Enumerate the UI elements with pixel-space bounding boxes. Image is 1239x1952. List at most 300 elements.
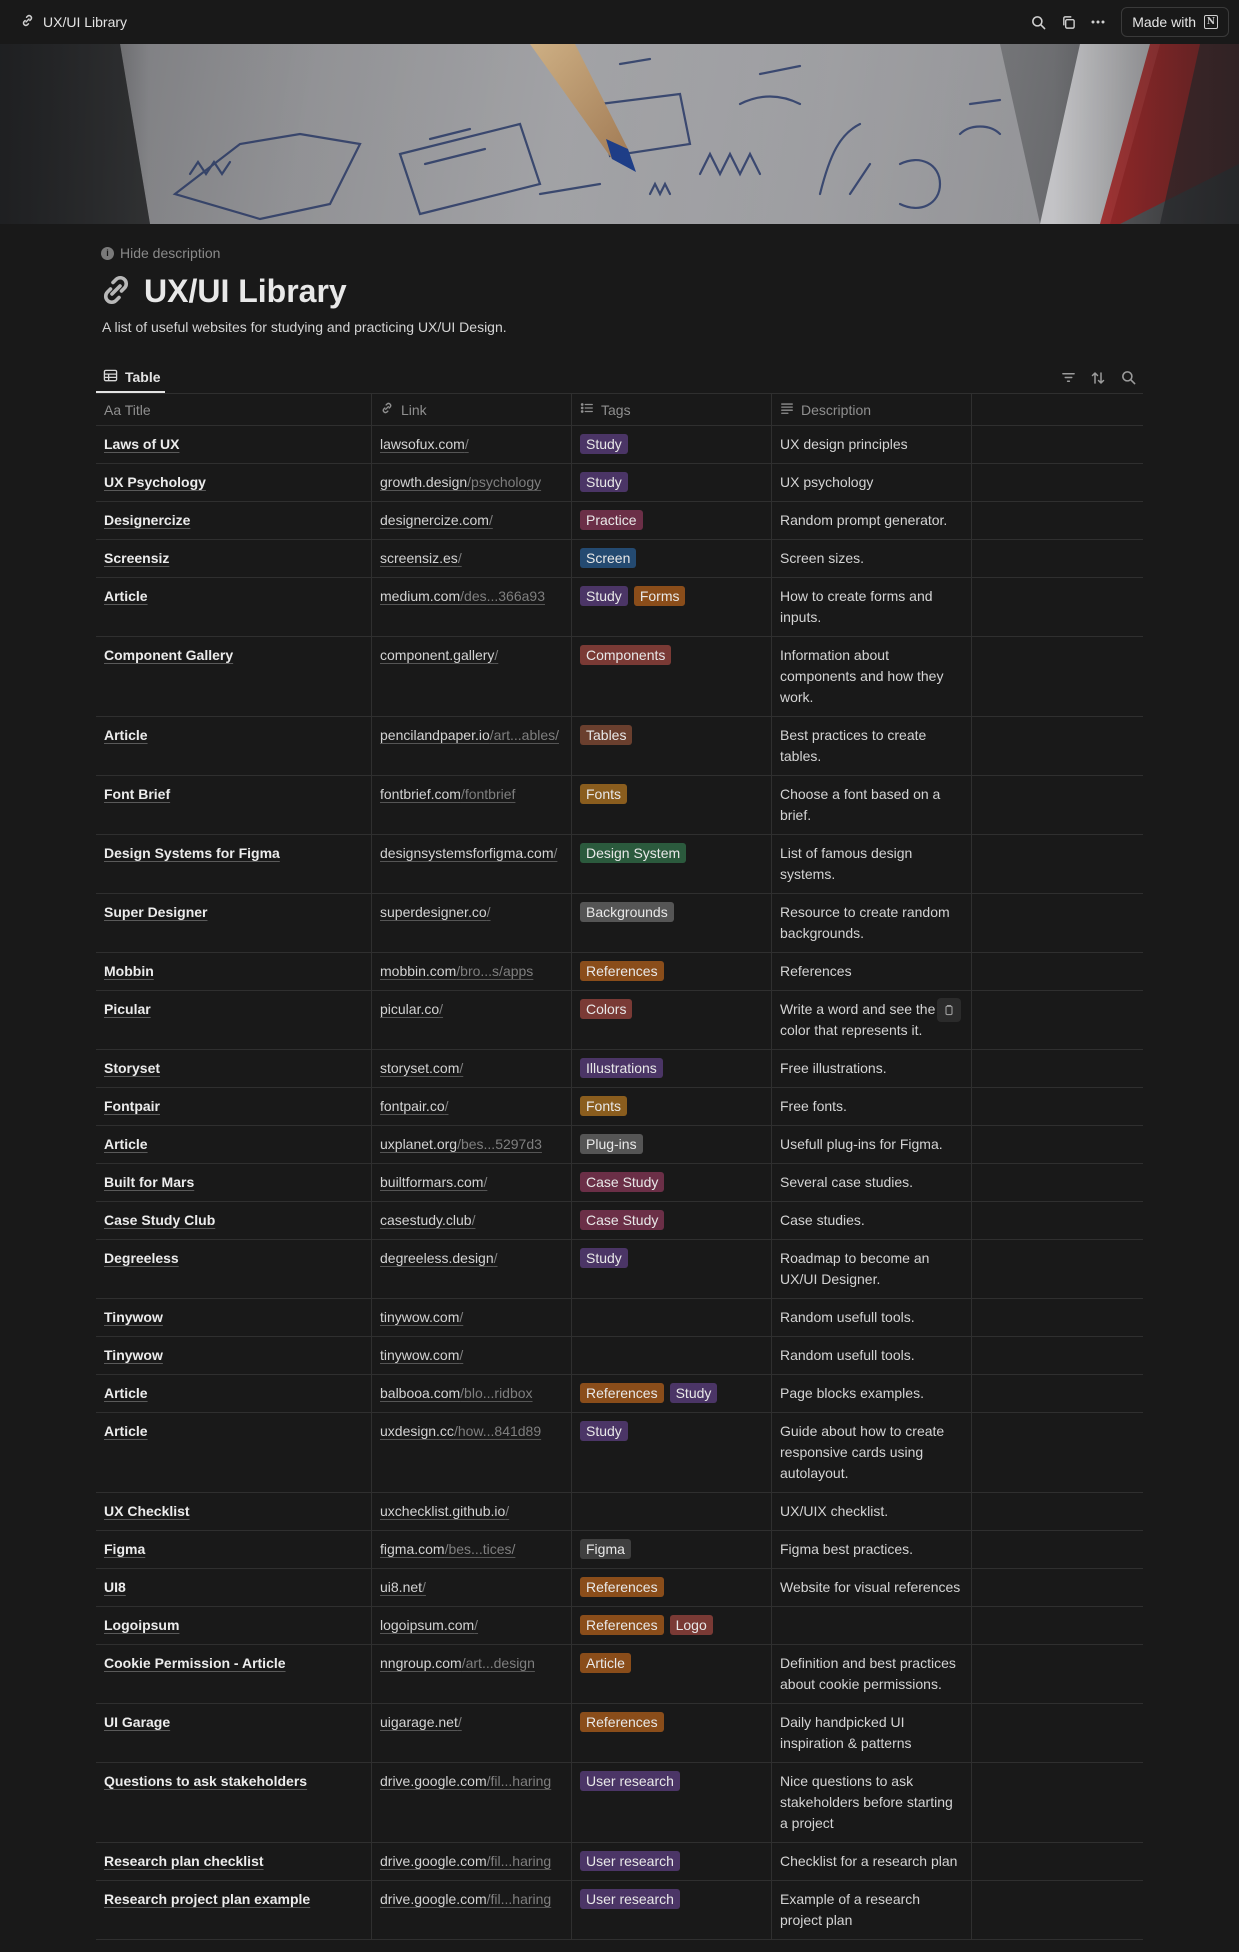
cell-link[interactable] bbox=[372, 1088, 572, 1125]
row-title[interactable]: Case Study Club bbox=[104, 1212, 216, 1228]
cell-tags[interactable] bbox=[572, 1607, 772, 1644]
tag-badge[interactable]: Fonts bbox=[580, 1096, 627, 1116]
cell-link[interactable] bbox=[372, 1202, 572, 1239]
cell-empty bbox=[972, 1569, 1143, 1606]
cell-tags[interactable] bbox=[572, 1088, 772, 1125]
tag-badge[interactable]: Figma bbox=[580, 1539, 631, 1559]
link-domain: drive.google.com bbox=[380, 1891, 487, 1907]
table-row[interactable] bbox=[96, 426, 1143, 464]
tag-list bbox=[580, 1539, 763, 1559]
table-row[interactable] bbox=[96, 1704, 1143, 1763]
cell-description[interactable] bbox=[772, 1704, 972, 1762]
row-link[interactable] bbox=[380, 961, 563, 982]
cell-title[interactable] bbox=[96, 835, 372, 893]
cell-description[interactable] bbox=[772, 540, 972, 577]
row-link[interactable] bbox=[380, 1134, 563, 1155]
made-with-button[interactable] bbox=[1121, 7, 1229, 37]
column-header-description[interactable] bbox=[772, 394, 972, 425]
cell-tags[interactable] bbox=[572, 1569, 772, 1606]
cell-link[interactable] bbox=[372, 1240, 572, 1298]
row-description: Random prompt generator. bbox=[780, 512, 948, 528]
link-domain: degreeless.design bbox=[380, 1250, 494, 1266]
cell-empty bbox=[972, 426, 1143, 463]
row-link[interactable] bbox=[380, 510, 563, 531]
cell-title[interactable] bbox=[96, 1299, 372, 1336]
cell-description[interactable] bbox=[772, 835, 972, 893]
table-row[interactable] bbox=[96, 637, 1143, 717]
cell-title[interactable] bbox=[96, 426, 372, 463]
tag-badge[interactable]: Colors bbox=[580, 999, 632, 1019]
copy-icon[interactable] bbox=[937, 998, 961, 1022]
more-icon[interactable] bbox=[1083, 7, 1113, 37]
tag-badge[interactable]: Design System bbox=[580, 843, 686, 863]
row-link[interactable] bbox=[380, 902, 563, 923]
column-header-tags[interactable] bbox=[572, 394, 772, 425]
row-link[interactable] bbox=[380, 1383, 563, 1404]
table-row[interactable] bbox=[96, 776, 1143, 835]
tag-list bbox=[580, 1096, 763, 1116]
tag-badge[interactable]: References bbox=[580, 1712, 664, 1732]
row-description: Daily handpicked UI inspiration & patterns bbox=[780, 1714, 912, 1751]
cell-description[interactable] bbox=[772, 1088, 972, 1125]
row-link[interactable] bbox=[380, 434, 563, 455]
tag-badge[interactable]: Logo bbox=[670, 1615, 713, 1635]
row-link[interactable] bbox=[380, 1851, 563, 1872]
row-link[interactable] bbox=[380, 586, 563, 607]
cell-title[interactable] bbox=[96, 953, 372, 990]
cell-tags[interactable] bbox=[572, 894, 772, 952]
cell-title[interactable] bbox=[96, 1050, 372, 1087]
cell-title[interactable] bbox=[96, 578, 372, 636]
link-domain: uxchecklist.github.io bbox=[380, 1503, 506, 1519]
row-title[interactable]: Logoipsum bbox=[104, 1617, 180, 1633]
row-link[interactable] bbox=[380, 1501, 563, 1522]
table-row[interactable] bbox=[96, 1088, 1143, 1126]
cell-link[interactable] bbox=[372, 1413, 572, 1492]
cell-title[interactable] bbox=[96, 717, 372, 775]
row-title[interactable]: Screensiz bbox=[104, 550, 170, 566]
cell-tags[interactable] bbox=[572, 953, 772, 990]
tag-badge[interactable]: Article bbox=[580, 1653, 631, 1673]
cell-link[interactable] bbox=[372, 1299, 572, 1336]
cell-tags[interactable] bbox=[572, 776, 772, 834]
cell-link[interactable] bbox=[372, 776, 572, 834]
cell-description[interactable] bbox=[772, 894, 972, 952]
table-row[interactable] bbox=[96, 502, 1143, 540]
tag-badge[interactable]: Screen bbox=[580, 548, 636, 568]
cell-title[interactable] bbox=[96, 637, 372, 716]
cell-empty bbox=[972, 953, 1143, 990]
cell-tags[interactable] bbox=[572, 991, 772, 1049]
filter-icon[interactable] bbox=[1053, 363, 1083, 393]
cell-link[interactable] bbox=[372, 1645, 572, 1703]
cell-link[interactable] bbox=[372, 717, 572, 775]
row-link[interactable] bbox=[380, 1421, 563, 1442]
cell-empty bbox=[972, 1299, 1143, 1336]
row-link[interactable] bbox=[380, 1771, 563, 1792]
row-title[interactable]: Tinywow bbox=[104, 1309, 163, 1325]
row-description: Definition and best practices about cookie permissions. bbox=[780, 1655, 956, 1692]
cell-link[interactable] bbox=[372, 1763, 572, 1842]
row-link[interactable] bbox=[380, 548, 563, 569]
link-path: / bbox=[439, 1001, 444, 1017]
cell-tags[interactable] bbox=[572, 502, 772, 539]
link-path: / bbox=[488, 512, 493, 528]
row-title[interactable]: Research project plan example bbox=[104, 1891, 311, 1907]
tag-badge[interactable]: User research bbox=[580, 1851, 680, 1871]
cell-title[interactable] bbox=[96, 1843, 372, 1880]
cell-tags[interactable] bbox=[572, 464, 772, 501]
row-title[interactable]: Storyset bbox=[104, 1060, 161, 1076]
table-icon bbox=[103, 368, 118, 386]
cell-link[interactable] bbox=[372, 1607, 572, 1644]
cell-link[interactable] bbox=[372, 1337, 572, 1374]
row-title[interactable]: UI8 bbox=[104, 1579, 126, 1595]
tag-badge[interactable]: References bbox=[580, 961, 664, 981]
row-link[interactable] bbox=[380, 725, 563, 746]
table-row[interactable] bbox=[96, 1569, 1143, 1607]
row-title[interactable]: Article bbox=[104, 727, 148, 743]
link-path: / bbox=[457, 550, 462, 566]
row-link[interactable] bbox=[380, 1889, 563, 1910]
row-title[interactable]: Cookie Permission - Article bbox=[104, 1655, 286, 1671]
row-title[interactable]: Questions to ask stakeholders bbox=[104, 1773, 308, 1789]
cell-tags[interactable] bbox=[572, 1763, 772, 1842]
table-row[interactable] bbox=[96, 1645, 1143, 1704]
cell-title[interactable] bbox=[96, 540, 372, 577]
row-link[interactable] bbox=[380, 1712, 563, 1733]
table-row[interactable] bbox=[96, 1375, 1143, 1413]
cell-link[interactable] bbox=[372, 1881, 572, 1939]
tag-list bbox=[580, 1712, 763, 1732]
cell-tags[interactable] bbox=[572, 1337, 772, 1374]
cell-link[interactable] bbox=[372, 1569, 572, 1606]
tag-badge[interactable]: Study bbox=[580, 434, 628, 454]
cell-link[interactable] bbox=[372, 426, 572, 463]
row-link[interactable] bbox=[380, 1172, 563, 1193]
cell-description[interactable] bbox=[772, 1202, 972, 1239]
table-row[interactable] bbox=[96, 1299, 1143, 1337]
tag-badge[interactable]: References bbox=[580, 1615, 664, 1635]
cell-title[interactable] bbox=[96, 1202, 372, 1239]
cell-description[interactable] bbox=[772, 1337, 972, 1374]
cell-title[interactable] bbox=[96, 1607, 372, 1644]
cell-tags[interactable] bbox=[572, 1493, 772, 1530]
tag-badge[interactable]: Study bbox=[580, 472, 628, 492]
tag-badge[interactable]: Study bbox=[580, 1248, 628, 1268]
cell-description[interactable] bbox=[772, 1126, 972, 1163]
cell-tags[interactable] bbox=[572, 1050, 772, 1087]
cell-tags[interactable] bbox=[572, 426, 772, 463]
row-title[interactable]: Article bbox=[104, 1385, 148, 1401]
cell-tags[interactable] bbox=[572, 1375, 772, 1412]
cell-title[interactable] bbox=[96, 1088, 372, 1125]
cell-link[interactable] bbox=[372, 1050, 572, 1087]
cell-empty bbox=[972, 1050, 1143, 1087]
link-domain: tinywow.com bbox=[380, 1309, 460, 1325]
tag-badge[interactable]: Components bbox=[580, 645, 671, 665]
cell-title[interactable] bbox=[96, 1531, 372, 1568]
row-link[interactable] bbox=[380, 472, 563, 493]
tag-badge[interactable]: Forms bbox=[634, 586, 686, 606]
tag-badge[interactable]: Study bbox=[580, 586, 628, 606]
cell-tags[interactable] bbox=[572, 1645, 772, 1703]
cell-description[interactable] bbox=[772, 1240, 972, 1298]
table-row[interactable] bbox=[96, 578, 1143, 637]
cell-description[interactable] bbox=[772, 1645, 972, 1703]
table-row[interactable] bbox=[96, 1413, 1143, 1493]
cell-link[interactable] bbox=[372, 953, 572, 990]
cell-empty bbox=[972, 1202, 1143, 1239]
link-path: /fil...haring bbox=[486, 1853, 552, 1869]
row-link[interactable] bbox=[380, 645, 563, 666]
row-link[interactable] bbox=[380, 1345, 563, 1366]
tab-table-view[interactable] bbox=[96, 362, 165, 393]
row-title[interactable]: Designercize bbox=[104, 512, 191, 528]
column-header-link[interactable] bbox=[372, 394, 572, 425]
cell-description[interactable] bbox=[772, 464, 972, 501]
cell-title[interactable] bbox=[96, 991, 372, 1049]
row-title[interactable]: Mobbin bbox=[104, 963, 154, 979]
search-icon[interactable] bbox=[1023, 7, 1053, 37]
tag-badge[interactable]: Study bbox=[580, 1421, 628, 1441]
tag-badge[interactable]: Case Study bbox=[580, 1172, 664, 1192]
cell-description[interactable] bbox=[772, 953, 972, 990]
row-description: Random usefull tools. bbox=[780, 1309, 915, 1325]
cell-tags[interactable] bbox=[572, 1881, 772, 1939]
row-link[interactable] bbox=[380, 784, 563, 805]
table-row[interactable] bbox=[96, 894, 1143, 953]
cell-description[interactable] bbox=[772, 1493, 972, 1530]
link-domain: medium.com bbox=[380, 588, 461, 604]
tag-badge[interactable]: Backgrounds bbox=[580, 902, 674, 922]
cell-description[interactable] bbox=[772, 717, 972, 775]
table-row[interactable] bbox=[96, 1202, 1143, 1240]
cell-link[interactable] bbox=[372, 540, 572, 577]
tag-list bbox=[580, 961, 763, 981]
table-row[interactable] bbox=[96, 1763, 1143, 1843]
cell-tags[interactable] bbox=[572, 637, 772, 716]
search-icon[interactable] bbox=[1113, 363, 1143, 393]
cell-empty bbox=[972, 1126, 1143, 1163]
table-row[interactable] bbox=[96, 835, 1143, 894]
cell-tags[interactable] bbox=[572, 1299, 772, 1336]
table-row[interactable] bbox=[96, 953, 1143, 991]
row-link[interactable] bbox=[380, 1615, 563, 1636]
cell-link[interactable] bbox=[372, 1164, 572, 1201]
sort-icon[interactable] bbox=[1083, 363, 1113, 393]
table-row[interactable] bbox=[96, 1531, 1143, 1569]
cell-link[interactable] bbox=[372, 502, 572, 539]
row-title[interactable]: Tinywow bbox=[104, 1347, 163, 1363]
row-title[interactable]: Article bbox=[104, 1423, 148, 1439]
cell-description[interactable] bbox=[772, 776, 972, 834]
row-title[interactable]: Built for Mars bbox=[104, 1174, 195, 1190]
row-title[interactable]: Super Designer bbox=[104, 904, 208, 920]
cell-tags[interactable] bbox=[572, 1413, 772, 1492]
cell-tags[interactable] bbox=[572, 1704, 772, 1762]
tag-list bbox=[580, 472, 763, 492]
cell-description[interactable] bbox=[772, 1843, 972, 1880]
cell-tags[interactable] bbox=[572, 717, 772, 775]
row-description: Free fonts. bbox=[780, 1098, 847, 1114]
cell-link[interactable] bbox=[372, 1126, 572, 1163]
cell-description[interactable] bbox=[772, 1375, 972, 1412]
link-path: / bbox=[494, 647, 499, 663]
cell-description[interactable] bbox=[772, 1050, 972, 1087]
cell-tags[interactable] bbox=[572, 1843, 772, 1880]
cell-link[interactable] bbox=[372, 1843, 572, 1880]
row-title[interactable]: Degreeless bbox=[104, 1250, 179, 1266]
cell-link[interactable] bbox=[372, 464, 572, 501]
tag-badge[interactable]: Case Study bbox=[580, 1210, 664, 1230]
table-row[interactable] bbox=[96, 1164, 1143, 1202]
tag-badge[interactable]: Plug-ins bbox=[580, 1134, 643, 1154]
table-row[interactable] bbox=[96, 1843, 1143, 1881]
cell-title[interactable] bbox=[96, 776, 372, 834]
cell-empty bbox=[972, 578, 1143, 636]
cell-title[interactable] bbox=[96, 1375, 372, 1412]
row-link[interactable] bbox=[380, 1248, 563, 1269]
duplicate-icon[interactable] bbox=[1053, 7, 1083, 37]
cell-title[interactable] bbox=[96, 502, 372, 539]
table-row[interactable] bbox=[96, 1126, 1143, 1164]
tag-badge[interactable]: Study bbox=[670, 1383, 718, 1403]
link-path: /fontbrief bbox=[460, 786, 516, 802]
cell-description[interactable] bbox=[772, 1881, 972, 1939]
tag-badge[interactable]: Tables bbox=[580, 725, 632, 745]
row-title[interactable]: Figma bbox=[104, 1541, 146, 1557]
table-row[interactable] bbox=[96, 1050, 1143, 1088]
table-row[interactable] bbox=[96, 1881, 1143, 1940]
tag-badge[interactable]: User research bbox=[580, 1771, 680, 1791]
cell-link[interactable] bbox=[372, 637, 572, 716]
cell-tags[interactable] bbox=[572, 1164, 772, 1201]
cell-tags[interactable] bbox=[572, 540, 772, 577]
cell-description[interactable] bbox=[772, 502, 972, 539]
row-title[interactable]: Picular bbox=[104, 1001, 151, 1017]
tag-badge[interactable]: References bbox=[580, 1577, 664, 1597]
cell-link[interactable] bbox=[372, 578, 572, 636]
cell-link[interactable] bbox=[372, 894, 572, 952]
row-link[interactable] bbox=[380, 1539, 563, 1560]
tag-list bbox=[580, 1383, 763, 1403]
row-link[interactable] bbox=[380, 999, 563, 1020]
row-title[interactable]: Design Systems for Figma bbox=[104, 845, 280, 861]
cell-description[interactable] bbox=[772, 1607, 972, 1644]
row-link[interactable] bbox=[380, 843, 563, 864]
cell-description[interactable] bbox=[772, 1413, 972, 1492]
cell-tags[interactable] bbox=[572, 835, 772, 893]
cell-description[interactable] bbox=[772, 426, 972, 463]
cell-description[interactable] bbox=[772, 637, 972, 716]
column-tags-label: Tags bbox=[601, 401, 631, 418]
hide-description-button[interactable] bbox=[101, 245, 220, 261]
cell-link[interactable] bbox=[372, 1704, 572, 1762]
cell-title[interactable] bbox=[96, 1881, 372, 1939]
cell-empty bbox=[972, 1337, 1143, 1374]
row-title[interactable]: Fontpair bbox=[104, 1098, 160, 1114]
row-title[interactable]: Component Gallery bbox=[104, 647, 234, 663]
table-row[interactable] bbox=[96, 1493, 1143, 1531]
row-title[interactable]: UI Garage bbox=[104, 1714, 171, 1730]
row-description: UX psychology bbox=[780, 474, 874, 490]
table-row[interactable] bbox=[96, 1337, 1143, 1375]
cell-title[interactable] bbox=[96, 1164, 372, 1201]
row-link[interactable] bbox=[380, 1307, 563, 1328]
tag-list bbox=[580, 645, 763, 665]
cell-description[interactable] bbox=[772, 1164, 972, 1201]
row-title[interactable]: Article bbox=[104, 588, 148, 604]
cell-link[interactable] bbox=[372, 1493, 572, 1530]
cell-description[interactable] bbox=[772, 1299, 972, 1336]
row-link[interactable] bbox=[380, 1210, 563, 1231]
cell-tags[interactable] bbox=[572, 1202, 772, 1239]
cell-link[interactable] bbox=[372, 1375, 572, 1412]
cell-link[interactable] bbox=[372, 991, 572, 1049]
cell-link[interactable] bbox=[372, 1531, 572, 1568]
row-title[interactable]: UX Checklist bbox=[104, 1503, 190, 1519]
cell-title[interactable] bbox=[96, 1645, 372, 1703]
row-title[interactable]: Laws of UX bbox=[104, 436, 180, 452]
cell-tags[interactable] bbox=[572, 1126, 772, 1163]
cell-title[interactable] bbox=[96, 1413, 372, 1492]
cell-title[interactable] bbox=[96, 894, 372, 952]
cell-title[interactable] bbox=[96, 1337, 372, 1374]
cell-description[interactable] bbox=[772, 1531, 972, 1568]
row-title[interactable]: Font Brief bbox=[104, 786, 171, 802]
row-link[interactable] bbox=[380, 1058, 563, 1079]
cell-description[interactable] bbox=[772, 1763, 972, 1842]
cell-title[interactable] bbox=[96, 1704, 372, 1762]
table-row[interactable] bbox=[96, 1607, 1143, 1645]
row-title[interactable]: Research plan checklist bbox=[104, 1853, 264, 1869]
row-link[interactable] bbox=[380, 1577, 563, 1598]
cell-title[interactable] bbox=[96, 1240, 372, 1298]
row-link[interactable] bbox=[380, 1096, 563, 1117]
cell-title[interactable] bbox=[96, 1569, 372, 1606]
tag-badge[interactable]: Practice bbox=[580, 510, 643, 530]
cell-description[interactable] bbox=[772, 991, 972, 1049]
link-icon bbox=[98, 272, 134, 311]
tag-badge[interactable]: Fonts bbox=[580, 784, 627, 804]
cell-link[interactable] bbox=[372, 835, 572, 893]
breadcrumb[interactable] bbox=[20, 13, 127, 31]
cell-tags[interactable] bbox=[572, 578, 772, 636]
row-link[interactable] bbox=[380, 1653, 563, 1674]
cover-image[interactable] bbox=[0, 44, 1239, 224]
row-title[interactable]: Article bbox=[104, 1136, 148, 1152]
cell-description[interactable] bbox=[772, 1569, 972, 1606]
tag-badge[interactable]: User research bbox=[580, 1889, 680, 1909]
table-row[interactable] bbox=[96, 717, 1143, 776]
tag-badge[interactable]: References bbox=[580, 1383, 664, 1403]
cell-tags[interactable] bbox=[572, 1531, 772, 1568]
tag-badge[interactable]: Illustrations bbox=[580, 1058, 663, 1078]
cell-tags[interactable] bbox=[572, 1240, 772, 1298]
cell-title[interactable] bbox=[96, 1493, 372, 1530]
table-row[interactable] bbox=[96, 1240, 1143, 1299]
cell-title[interactable] bbox=[96, 1126, 372, 1163]
table-row[interactable] bbox=[96, 540, 1143, 578]
table-row[interactable] bbox=[96, 464, 1143, 502]
table-row[interactable] bbox=[96, 991, 1143, 1050]
cell-title[interactable] bbox=[96, 1763, 372, 1842]
cell-title[interactable] bbox=[96, 464, 372, 501]
cell-description[interactable] bbox=[772, 578, 972, 636]
row-title[interactable]: UX Psychology bbox=[104, 474, 206, 490]
column-header-title[interactable] bbox=[96, 394, 372, 425]
